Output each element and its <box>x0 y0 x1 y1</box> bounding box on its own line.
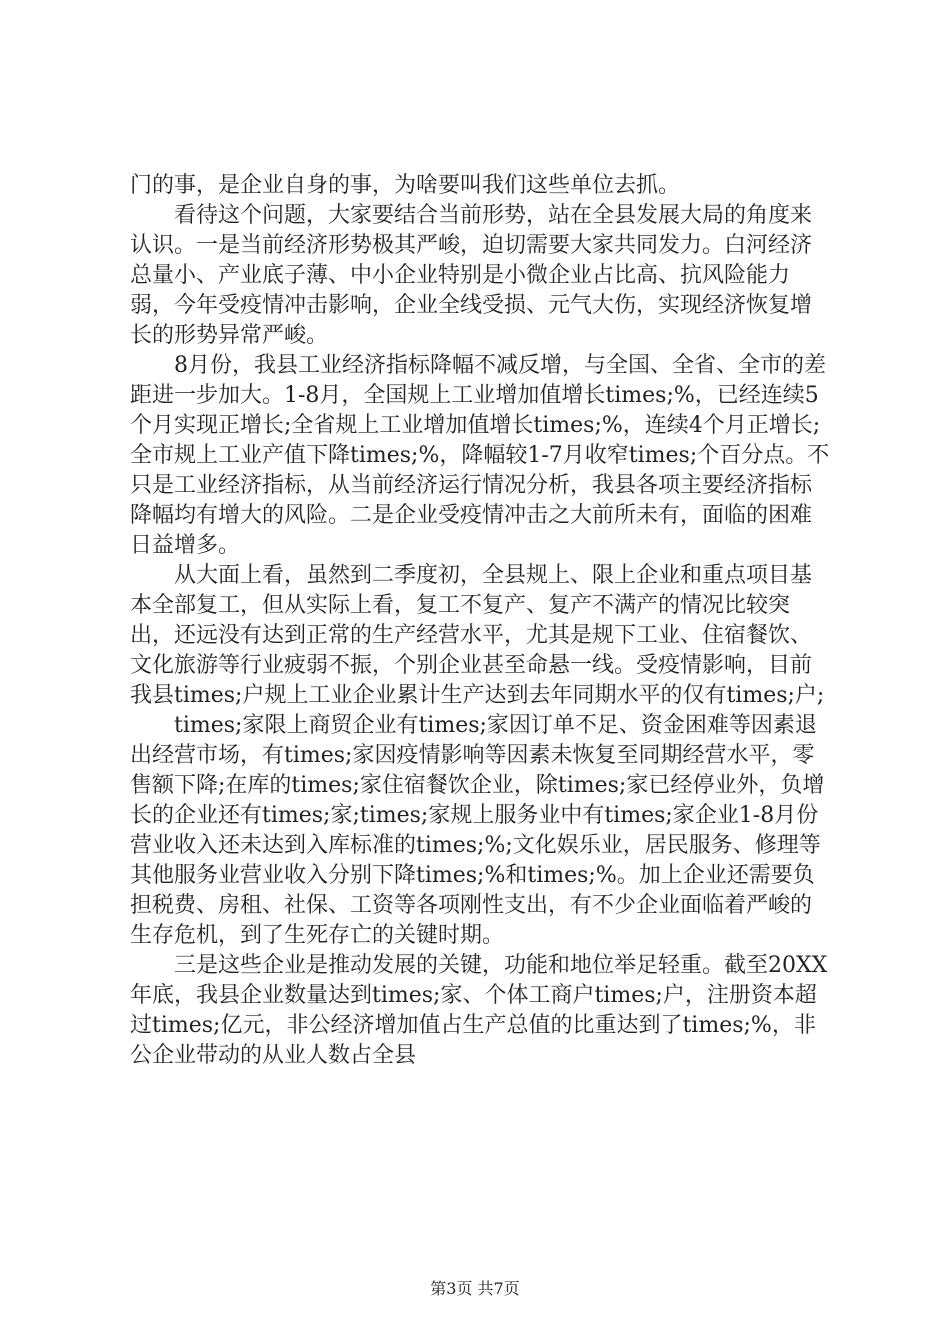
paragraph-3: 8月份，我县工业经济指标降幅不减反增，与全国、全省、全市的差距进一步加大。1-8月，全国规上工业增加值增长times;%，已经连续5个月实现正增长;全省规上工业增加值增长times;%，连续4个月正增长;全市规上工业产值下降times;%，降幅较1-7月收窄times;个百分点。不只是工业经济指标，从当前经济运行情况分析，我县各项主要经济指标降幅均有增大的风险。二是企业受疫情冲击之大前所未有，面临的困难日益增多。 <box>130 353 830 558</box>
paragraph-5: times;家限上商贸企业有times;家因订单不足、资金困难等因素退出经营市场，有times;家因疫情影响等因素未恢复至同期经营水平，零售额下降;在库的times;家住宿餐饮企业，除times;家已经停业外，负增长的企业还有times;家;times;家规上服务业中有times;家企业1-8月份营业收入还未达到入库标准的times;%;文化娱乐业，居民服务、修理等其他服务业营业收入分别下降times;%和times;%。加上企业还需要负担税费、房租、社保、工资等各项刚性支出，有不少企业面临着严峻的生存危机，到了生死存亡的关键时期。 <box>130 713 825 948</box>
page-number-footer: 第3页 共7页 <box>430 1279 520 1298</box>
document-body <box>130 171 830 1071</box>
paragraph-6: 三是这些企业是推动发展的关键，功能和地位举足轻重。截至20XX年底，我县企业数量达到times;家、个体工商户times;户，注册资本超过times;亿元，非公经济增加值占生产总值的比重达到了times;%，非公企业带动的从业人数占全县 <box>130 953 828 1068</box>
paragraph-4: 从大面上看，虽然到二季度初，全县规上、限上企业和重点项目基本全部复工，但从实际上看，复工不复产、复产不满产的情况比较突出，还远没有达到正常的生产经营水平，尤其是规下工业、住宿餐饮、文化旅游等行业疲弱不振，个别企业甚至命悬一线。受疫情影响，目前我县times;户规上工业企业累计生产达到去年同期水平的仅有times;户; <box>130 563 825 708</box>
paragraph-1: 门的事，是企业自身的事，为啥要叫我们这些单位去抓。 <box>130 173 681 198</box>
paragraph-2: 看待这个问题，大家要结合当前形势，站在全县发展大局的角度来认识。一是当前经济形势极其严峻，迫切需要大家共同发力。白河经济总量小、产业底子薄、中小企业特别是小微企业占比高、抗风险能力弱，今年受疫情冲击影响，企业全线受损、元气大伤，实现经济恢复增长的形势异常严峻。 <box>130 203 813 348</box>
